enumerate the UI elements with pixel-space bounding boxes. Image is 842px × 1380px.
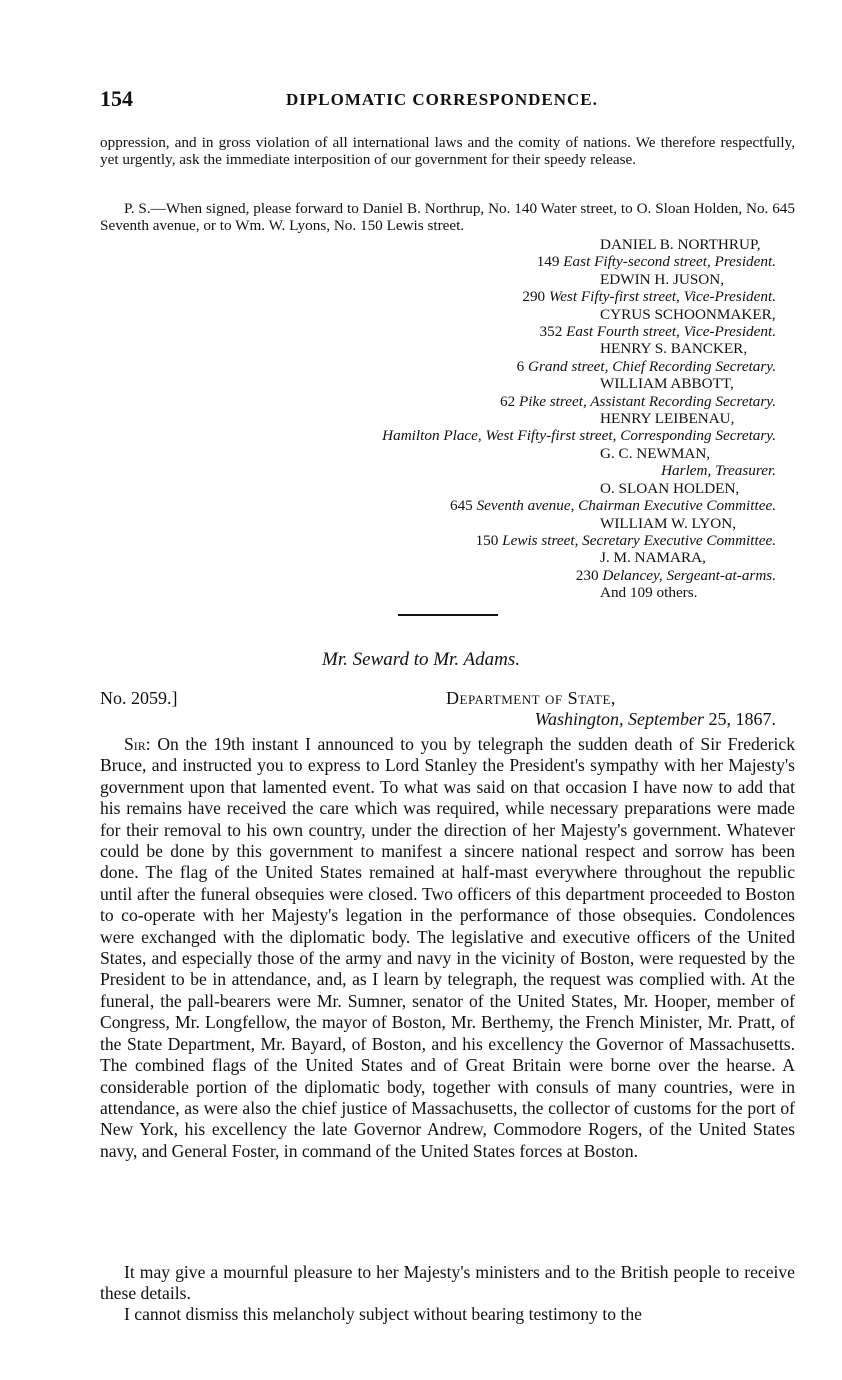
signatory-address: 290 West Fifty-first street, Vice-President. <box>522 288 776 306</box>
letter-department: Department of State, <box>446 688 616 708</box>
signatory-address: 62 Pike street, Assistant Recording Secretary. <box>500 392 776 410</box>
section-divider <box>398 614 498 616</box>
signatory-name: HENRY LEIBENAU, <box>600 410 735 428</box>
signatory-address: Hamilton Place, West Fifty-first street, Corresponding Secretary. <box>382 427 776 445</box>
signatory-name: DANIEL B. NORTHRUP, <box>600 236 761 253</box>
signatory-name: G. C. NEWMAN, <box>600 444 711 462</box>
signatory-address: 6 Grand street, Chief Recording Secretary. <box>516 357 776 375</box>
signatory-name: CYRUS SCHOONMAKER, <box>600 305 776 323</box>
page-number: 154 <box>100 86 133 111</box>
signatory-address: 230 Delancey, Sergeant-at-arms. <box>575 566 776 584</box>
signatory-name: O. SLOAN HOLDEN, <box>600 479 740 497</box>
signatory-address: Harlem, Treasurer. <box>661 462 776 480</box>
letter-date: 25, 1867. <box>708 709 776 729</box>
letter-number: No. 2059.] <box>100 688 178 708</box>
page-header <box>100 86 795 116</box>
signatory-name: HENRY S. BANCKER, <box>600 340 748 358</box>
signatory-name: EDWIN H. JUSON, <box>600 270 725 288</box>
signatory-address: 150 Lewis street, Secretary Executive Committee. <box>475 531 776 549</box>
signatory-address: 149 East Fifty-second street, President. <box>536 253 776 271</box>
postscript: P. S.—When signed, please forward to Daniel B. Northrup, No. 140 Water street, to O. Sloan Holden, No. 645 Seventh avenue, or to Wm. W. Lyons, No. 150 Lewis street. <box>100 200 795 234</box>
letter-paragraph: I cannot dismiss this melancholy subject without bearing testimony to the <box>124 1304 642 1324</box>
others-count: And 109 others. <box>600 584 698 602</box>
signatory-name: J. M. NAMARA, <box>600 549 706 567</box>
running-title: DIPLOMATIC CORRESPONDENCE. <box>286 90 598 109</box>
letter-paragraph: It may give a mournful pleasure to her Majesty's ministers and to the British people to receive these details. <box>100 1262 795 1304</box>
signature-block <box>176 236 776 602</box>
letter-title: Mr. Seward to Mr. Adams. <box>322 649 520 670</box>
signatory-address: 645 Seventh avenue, Chairman Executive Committee. <box>449 497 776 515</box>
opening-paragraph: oppression, and in gross violation of all international laws and the comity of nations. We therefore respectfully, yet urgently, ask the immediate interposition of our government for their speedy release. <box>100 134 795 168</box>
salutation: Sir: <box>124 734 151 754</box>
signatory-name: WILLIAM W. LYON, <box>600 514 736 532</box>
letter-place: Washington, September <box>534 709 704 729</box>
letter-dateline <box>535 709 776 730</box>
letter-paragraph: Sir: On the 19th instant I announced to you by telegraph the sudden death of Sir Frederick Bruce, and instructed you to express to Lord Stanley the President's sympathy with her Majesty's government upon that lamented event. To what was said on that occasion I have now to add that his remains have received the care which was required, while necessary preparations were made for their removal to his own country, under the direction of her Majesty's government. Whatever could be done by this government to manifest a sincere national respect and sorrow has been done. The flag of the United States remained at half-mast everywhere throughout the republic until after the funeral obsequies were closed. Two officers of this department proceeded to Boston to co-operate with her Majesty's legation in the performance of those obsequies. Condolences were exchanged with the diplomatic body. The legislative and executive officers of the United States, and especially those of the army and navy in the vicinity of Boston, were requested by the President to be in attendance, and, as I learn by telegraph, the request was complied with. At the funeral, the pall-bearers were Mr. Sumner, senator of the United States, Mr. Hooper, member of Congress, Mr. Longfellow, the mayor of Boston, Mr. Berthemy, the French Minister, Mr. Pratt, of the State Department, Mr. Bayard, of Boston, and his excellency the Governor of Massachusetts. The combined flags of the United States and of Great Britain were borne over the hearse. A considerable portion of the diplomatic body, together with consuls of many countries, were in attendance, as were also the chief justice of Massachusetts, the collector of customs for the port of New York, his excellency the late Governor Andrew, Commodore Rogers, of the United States navy, and General Foster, in command of the United States forces at Boston. <box>100 734 795 1161</box>
signatory-name: WILLIAM ABBOTT, <box>600 375 734 393</box>
signatory-address: 352 East Fourth street, Vice-President. <box>539 323 776 341</box>
